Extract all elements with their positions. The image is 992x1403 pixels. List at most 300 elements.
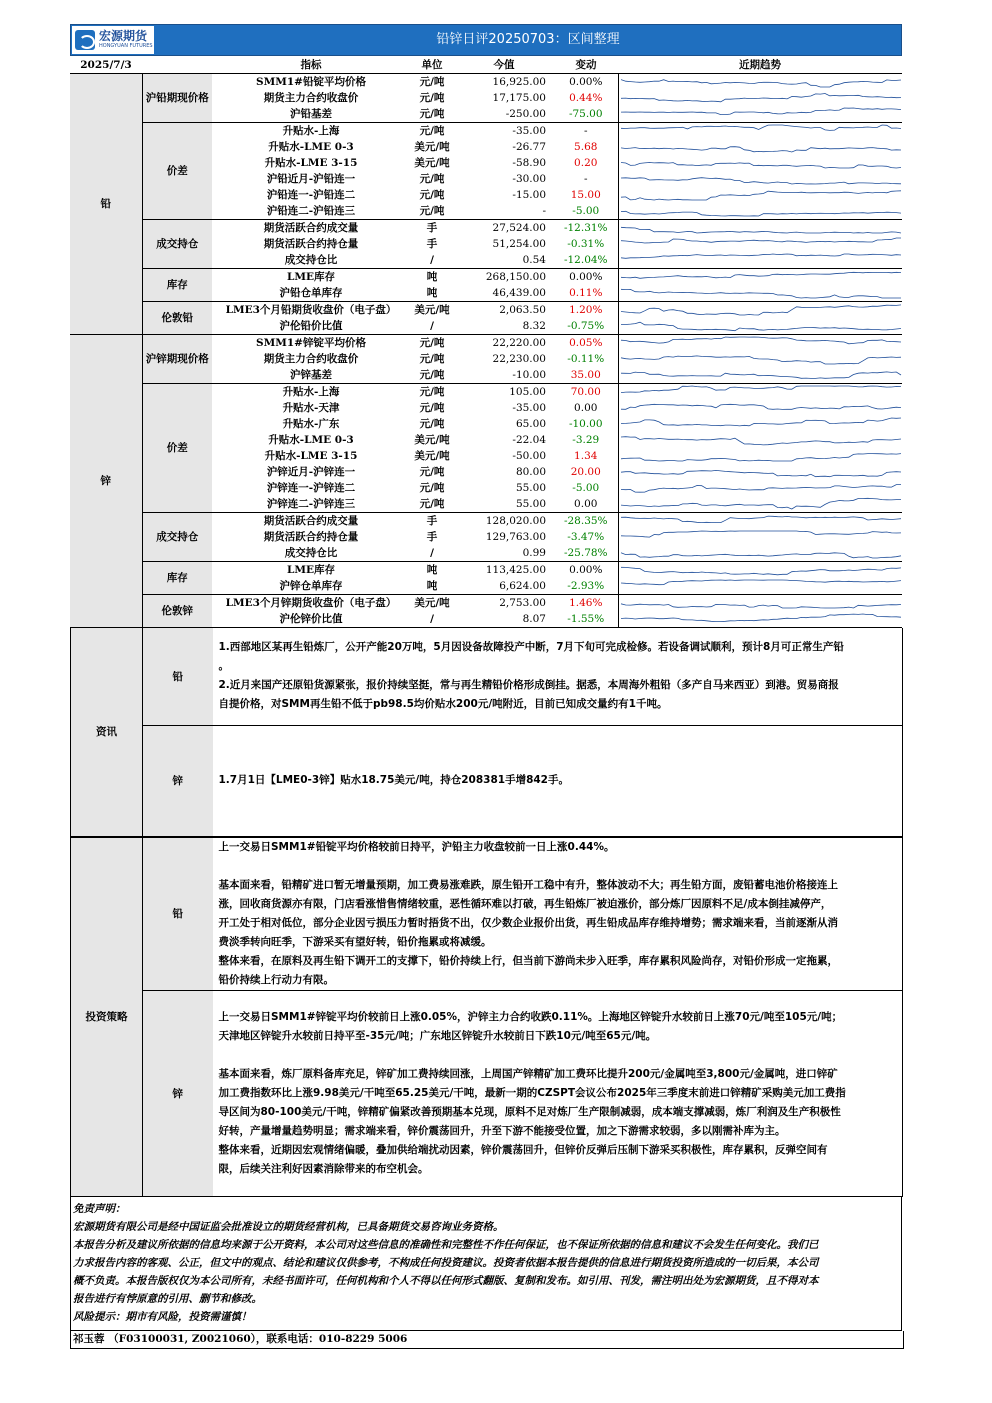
value-cell: 22,230.00	[492, 352, 546, 365]
indicator-name: 成交持仓比	[212, 545, 410, 562]
text-line: 本报告分析及建议所依据的信息均来源于公开资料，本公司对这些信息的准确性和完整性不作任何保证，也不保证所依据的信息和建议不会发生任何变化。我们已	[73, 1238, 819, 1251]
indicator-name: LME库存	[286, 563, 335, 576]
table-row	[70, 123, 902, 140]
text-line: 整体来看，在原料及再生铅下调开工的支撑下，铅价持续上行，但当前下游尚未步入旺季，库存累积风险尚存，对铅价形成一定拖累，	[218, 954, 838, 967]
sparkline-path	[621, 227, 901, 233]
trend-sparkline	[618, 203, 902, 220]
indicator-name: 沪伦铅价比值	[212, 318, 410, 335]
news-label: 资讯	[71, 628, 143, 836]
trend-sparkline	[618, 448, 902, 464]
news-lead-label: 铅	[143, 628, 213, 725]
trend-sparkline	[618, 139, 902, 155]
report-banner	[70, 24, 902, 56]
company-logo	[72, 26, 154, 54]
change-cell: 0.05%	[569, 336, 603, 349]
unit-cell: 美元/吨	[414, 596, 450, 609]
text-line	[219, 1046, 897, 1065]
value-cell: -250.00	[454, 106, 554, 123]
value-cell: 51,254.00	[492, 237, 546, 250]
disclaimer	[70, 1197, 902, 1331]
sparkline-svg	[619, 611, 903, 627]
unit-cell: 元/吨	[419, 336, 445, 349]
value-cell: -30.00	[512, 172, 546, 185]
sparkline-path	[621, 191, 901, 200]
trend-sparkline	[618, 74, 902, 91]
sparkline-path	[621, 272, 901, 278]
indicator-name: 升贴水-LME 0-3	[268, 433, 354, 446]
group-label: 伦敦锌	[142, 595, 212, 628]
col-change: 变动	[554, 58, 618, 74]
table-row	[70, 302, 902, 319]
group-label: 库存	[142, 562, 212, 595]
unit-cell: 元/吨	[410, 367, 454, 384]
trend-sparkline	[618, 432, 902, 448]
trend-sparkline	[618, 367, 902, 384]
indicator-name: 期货活跃合约持仓量	[263, 530, 359, 543]
sparkline-svg	[619, 400, 903, 416]
value-cell: 22,220.00	[492, 336, 546, 349]
change-cell: -0.11%	[567, 352, 605, 365]
unit-cell: /	[410, 611, 454, 628]
change-cell: 1.20%	[569, 303, 603, 316]
unit-cell: 元/吨	[419, 481, 445, 494]
change-cell: 15.00	[570, 188, 601, 201]
sparkline-svg	[619, 74, 903, 90]
sparkline-path	[621, 147, 901, 152]
sparkline-svg	[619, 513, 903, 529]
table-row	[70, 335, 902, 352]
text-line: 好转，产量增量趋势明显；需求端来看，锌价震荡回升，升至下游不能接受位置，加之下游需求较弱，多以刚需补库为主。	[218, 1124, 786, 1137]
sparkline-path	[621, 337, 901, 344]
group-label: 库存	[142, 269, 212, 302]
text-line: 宏源期货有限公司是经中国证监会批准设立的期货经营机构，已具备期货交易咨询业务资格。	[73, 1220, 504, 1233]
sparkline-svg	[619, 448, 903, 464]
text-line: 上一交易日SMM1#锌锭平均价较前日上涨0.05%，沪锌主力合约收跌0.11%。上海地区锌锭升水较前日上涨70元/吨至105元/吨；	[218, 1010, 843, 1023]
sparkline-svg	[619, 155, 903, 171]
change-cell: 5.68	[574, 140, 598, 153]
sparkline-path	[621, 211, 901, 216]
indicator-name: 沪锌近月-沪锌连一	[266, 465, 356, 478]
indicator-name: 沪铅连二-沪铅连三	[212, 203, 410, 220]
unit-cell: 元/吨	[419, 124, 445, 137]
sparkline-svg	[619, 302, 903, 318]
text-line: 加工费指数环比上涨9.98美元/干吨至65.25美元/干吨，最新一期的CZSPT会议公布2025年三季度末前进口锌精矿采购美元加工费指	[218, 1086, 846, 1099]
sparkline-path	[621, 531, 901, 537]
sparkline-svg	[619, 351, 903, 367]
table-row	[70, 595, 902, 612]
value-cell: 6,624.00	[454, 578, 554, 595]
sparkline-svg	[619, 139, 903, 155]
news-lead-text	[213, 628, 903, 725]
unit-cell: 元/吨	[410, 203, 454, 220]
value-cell: 17,175.00	[492, 91, 546, 104]
trend-sparkline	[618, 236, 902, 252]
indicator-name: 期货活跃合约成交量	[263, 514, 359, 527]
sparkline-svg	[619, 432, 903, 448]
value-cell: 0.99	[454, 545, 554, 562]
unit-cell: 元/吨	[419, 401, 445, 414]
text-line: 上一交易日SMM1#铅锭平均价格较前日持平，沪铅主力收盘较前一日上涨0.44%。	[218, 840, 615, 853]
value-cell: 65.00	[515, 417, 546, 430]
trend-sparkline	[618, 269, 902, 286]
text-line: 1.7月1日【LME0-3锌】贴水18.75美元/吨，持仓208381手增842手。	[218, 774, 569, 786]
change-cell: -12.04%	[554, 252, 618, 269]
sparkline-svg	[619, 220, 903, 236]
indicator-name: SMM1#锌锭平均价格	[256, 336, 366, 349]
trend-sparkline	[618, 416, 902, 432]
value-cell: 55.00	[454, 496, 554, 513]
sparkline-path	[621, 178, 901, 184]
text-line: 1.西部地区某再生铅炼厂，公开产能20万吨，5月因设备故障投产中断，7月下旬可完成检修。若设备调试顺利，预计8月可正常生产铅	[218, 641, 844, 654]
sparkline-path	[621, 437, 901, 445]
change-cell: -	[583, 124, 588, 137]
sparkline-path	[621, 94, 901, 102]
indicator-name: 升贴水-LME 3-15	[264, 449, 358, 462]
col-trend: 近期趋势	[618, 58, 902, 74]
indicator-name: 升贴水-LME 3-15	[264, 156, 358, 169]
value-cell: 2,753.00	[499, 596, 546, 609]
value-cell: 2,063.50	[499, 303, 546, 316]
unit-cell: 美元/吨	[414, 449, 450, 462]
unit-cell: 美元/吨	[414, 433, 450, 446]
unit-cell: 吨	[426, 563, 438, 576]
trend-sparkline	[618, 384, 902, 401]
trend-sparkline	[618, 106, 902, 123]
change-cell: -0.31%	[567, 237, 605, 250]
value-cell: 16,925.00	[492, 75, 546, 88]
indicator-name: 沪铅近月-沪铅连一	[266, 172, 356, 185]
unit-cell: 美元/吨	[414, 303, 450, 316]
table-row	[70, 269, 902, 286]
change-cell: 0.00%	[569, 563, 603, 576]
change-cell: -25.78%	[554, 545, 618, 562]
text-line: 涨，回收商货源亦有限，门店看涨惜售情绪较重，恶性循环难以打破，再生铅炼厂被迫涨价，部分炼厂因原料不足/成本倒挂减停产，	[218, 897, 832, 910]
sparkline-path	[621, 516, 901, 523]
trend-sparkline	[618, 171, 902, 187]
unit-cell: 元/吨	[419, 385, 445, 398]
indicator-name: SMM1#铅锭平均价格	[256, 75, 366, 88]
value-cell: 8.07	[454, 611, 554, 628]
value-cell: -58.90	[512, 156, 546, 169]
sparkline-path	[621, 418, 901, 426]
unit-cell: 手	[426, 237, 438, 250]
value-cell: 105.00	[509, 385, 546, 398]
text-line: 天津地区锌锭升水较前日持平至-35元/吨；广东地区锌锭升水较前日下跌10元/吨至65元/吨。	[218, 1029, 657, 1042]
trend-sparkline	[618, 513, 902, 530]
trend-sparkline	[618, 562, 902, 579]
text-line: 概不负责。本报告版权仅为本公司所有，未经书面许可，任何机构和个人不得以任何形式翻版、复制和发布。如引用、刊发，需注明出处为宏源期货，且不得对本	[73, 1274, 819, 1287]
sparkline-svg	[619, 269, 903, 285]
sparkline-path	[621, 80, 901, 87]
sparkline-svg	[619, 318, 903, 334]
news-table	[70, 628, 903, 837]
sparkline-path	[621, 498, 901, 509]
trend-sparkline	[618, 480, 902, 496]
indicator-name: LME3个月锌期货收盘价（电子盘）	[225, 596, 397, 609]
indicator-name: 期货主力合约收盘价	[263, 91, 359, 104]
group-label: 成交持仓	[142, 513, 212, 562]
unit-cell: /	[410, 252, 454, 269]
text-line: 基本面来看，炼厂原料备库充足，锌矿加工费持续回涨，上周国产锌精矿加工费环比提升200元/金属吨至3,800元/金属吨，进口锌矿	[218, 1067, 838, 1080]
unit-cell: /	[410, 545, 454, 562]
table-row	[70, 220, 902, 237]
strategy-zinc-label: 锌	[143, 990, 213, 1196]
value-cell: 27,524.00	[492, 221, 546, 234]
sparkline-svg	[619, 335, 903, 351]
text-line: 开工处于相对低位，部分企业因亏损压力暂时捂货不出，仅少数企业报价出货，再生铅成品库存维持增势；需求端来看，当前逐渐从消	[218, 916, 838, 929]
value-cell: -22.04	[512, 433, 546, 446]
unit-cell: 元/吨	[410, 496, 454, 513]
table-body	[70, 74, 902, 628]
indicator-name: 沪铅仓单库存	[212, 285, 410, 302]
trend-sparkline	[618, 123, 902, 140]
change-cell: -3.47%	[567, 530, 605, 543]
unit-cell: 元/吨	[419, 188, 445, 201]
sparkline-svg	[619, 367, 903, 383]
indicator-name: 沪铅连一-沪铅连二	[266, 188, 356, 201]
group-label: 沪铅期现价格	[142, 74, 212, 123]
indicator-name: 沪锌连一-沪锌连二	[266, 481, 356, 494]
sparkline-svg	[619, 106, 903, 122]
trend-sparkline	[618, 335, 902, 352]
change-cell: 0.00%	[569, 270, 603, 283]
indicator-name: 升贴水-广东	[282, 417, 340, 430]
change-cell: -28.35%	[563, 514, 608, 527]
change-cell: 70.00	[570, 385, 601, 398]
change-cell: 0.11%	[554, 285, 618, 302]
change-cell: -10.00	[568, 417, 603, 430]
unit-cell: 元/吨	[419, 417, 445, 430]
change-cell: 1.34	[574, 449, 598, 462]
unit-cell: 吨	[410, 578, 454, 595]
news-zinc-text	[213, 725, 903, 836]
indicator-name: 沪锌基差	[212, 367, 410, 384]
indicator-name: 升贴水-天津	[282, 401, 340, 414]
unit-cell: 吨	[410, 285, 454, 302]
sparkline-svg	[619, 187, 903, 203]
group-label: 价差	[142, 123, 212, 220]
sparkline-svg	[619, 545, 903, 561]
table-row	[70, 513, 902, 530]
trend-sparkline	[618, 595, 902, 612]
value-cell: -10.00	[454, 367, 554, 384]
value-cell: -26.77	[512, 140, 546, 153]
unit-cell: 吨	[426, 270, 438, 283]
sparkline-svg	[619, 595, 903, 611]
sparkline-svg	[619, 562, 903, 578]
sparkline-svg	[619, 171, 903, 187]
zinc-section-label: 锌	[70, 335, 142, 628]
change-cell: -12.31%	[563, 221, 608, 234]
indicator-name: 成交持仓比	[212, 252, 410, 269]
sparkline-svg	[619, 252, 903, 268]
unit-cell: 元/吨	[419, 172, 445, 185]
value-cell: -	[454, 203, 554, 220]
change-cell: -0.75%	[554, 318, 618, 335]
logo-icon	[75, 30, 95, 50]
sparkline-path	[621, 322, 901, 331]
indicator-name: 沪伦锌价比值	[212, 611, 410, 628]
table-row	[70, 384, 902, 401]
unit-cell: 元/吨	[410, 106, 454, 123]
sparkline-path	[621, 454, 901, 461]
report-date: 2025/7/3	[70, 58, 142, 74]
sparkline-svg	[619, 578, 903, 594]
change-cell: -75.00	[554, 106, 618, 123]
unit-cell: 元/吨	[419, 352, 445, 365]
sparkline-svg	[619, 529, 903, 545]
sparkline-path	[621, 289, 901, 298]
change-cell: 0.20	[574, 156, 598, 169]
sparkline-svg	[619, 123, 903, 139]
indicator-name: 沪铅基差	[212, 106, 410, 123]
sparkline-path	[621, 614, 901, 622]
news-zinc-label: 锌	[143, 725, 213, 836]
change-cell: 0.00%	[569, 75, 603, 88]
indicator-name: LME3个月铅期货收盘价（电子盘）	[225, 303, 397, 316]
sparkline-svg	[619, 203, 903, 219]
text-line: 力求报告内容的客观、公正，但文中的观点、结论和建议仅供参考，不构成任何投资建议。投资者依据本报告提供的信息进行期货投资所造成的一切后果，本公司	[73, 1256, 819, 1269]
change-cell: 35.00	[554, 367, 618, 384]
text-line: 费淡季转向旺季，下游采买有望好转，铅价拖累或将减缓。	[218, 935, 492, 948]
value-cell: -50.00	[512, 449, 546, 462]
table-row	[70, 74, 902, 91]
change-cell: 0.44%	[569, 91, 603, 104]
text-line: 铅价持续上行动力有限。	[218, 973, 334, 986]
sparkline-svg	[619, 480, 903, 496]
unit-cell: 手	[426, 221, 438, 234]
sparkline-path	[621, 404, 901, 409]
text-line: 。	[218, 660, 229, 673]
sparkline-svg	[619, 90, 903, 106]
table-row	[70, 562, 902, 579]
trend-sparkline	[618, 578, 902, 595]
table-header-row	[70, 58, 902, 74]
trend-sparkline	[618, 351, 902, 367]
strategy-table	[70, 837, 903, 1197]
value-cell: -35.00	[512, 401, 546, 414]
value-cell: 129,763.00	[485, 530, 546, 543]
change-cell: -2.93%	[554, 578, 618, 595]
trend-sparkline	[618, 302, 902, 319]
data-table	[70, 58, 902, 628]
sparkline-path	[621, 238, 901, 243]
unit-cell: 美元/吨	[414, 140, 450, 153]
value-cell: 80.00	[515, 465, 546, 478]
report-page	[70, 24, 902, 1349]
trend-sparkline	[618, 464, 902, 480]
sparkline-svg	[619, 285, 903, 301]
unit-cell: 元/吨	[419, 75, 445, 88]
report-title: 铅锌日评20250703：区间整理	[436, 32, 620, 47]
sparkline-path	[621, 567, 901, 575]
change-cell: -5.00	[572, 481, 600, 494]
value-cell: 268,150.00	[485, 270, 546, 283]
change-cell: -1.55%	[554, 611, 618, 628]
text-line	[219, 857, 897, 876]
strategy-lead-text	[213, 837, 903, 990]
sparkline-path	[621, 580, 901, 585]
text-line: 免责声明：	[73, 1202, 126, 1215]
col-value: 今值	[454, 58, 554, 74]
unit-cell: 手	[426, 530, 438, 543]
unit-cell: 美元/吨	[414, 156, 450, 169]
sparkline-path	[621, 108, 901, 115]
trend-sparkline	[618, 545, 902, 562]
group-label: 伦敦铅	[142, 302, 212, 335]
logo-name-en: HONGYUAN FUTURES	[99, 43, 153, 49]
change-cell: -5.00	[554, 203, 618, 220]
indicator-name: 期货活跃合约持仓量	[263, 237, 359, 250]
sparkline-svg	[619, 384, 903, 400]
trend-sparkline	[618, 400, 902, 416]
trend-sparkline	[618, 285, 902, 302]
value-cell: 8.32	[454, 318, 554, 335]
indicator-name: 沪锌仓单库存	[212, 578, 410, 595]
lead-section-label: 铅	[70, 74, 142, 335]
value-cell: 128,020.00	[485, 514, 546, 527]
trend-sparkline	[618, 611, 902, 628]
analyst-contact: 祁玉蓉 （F03100031, Z0021060），联系电话：010-8229 5006	[70, 1331, 904, 1349]
value-cell: -15.00	[512, 188, 546, 201]
sparkline-path	[621, 254, 901, 258]
sparkline-path	[621, 356, 901, 364]
unit-cell: /	[410, 318, 454, 335]
trend-sparkline	[618, 90, 902, 106]
indicator-name: 期货主力合约收盘价	[263, 352, 359, 365]
sparkline-path	[621, 305, 901, 315]
sparkline-svg	[619, 416, 903, 432]
sparkline-path	[621, 386, 901, 393]
change-cell: 0.00	[574, 401, 598, 414]
sparkline-svg	[619, 236, 903, 252]
text-line: 限，后续关注利好因素消除带来的布空机会。	[218, 1162, 429, 1175]
text-line: 报告进行有悖原意的引用、删节和修改。	[73, 1292, 262, 1305]
sparkline-path	[621, 125, 901, 130]
sparkline-path	[621, 372, 901, 379]
trend-sparkline	[618, 496, 902, 513]
value-cell: 113,425.00	[485, 563, 546, 576]
change-cell: -3.29	[572, 433, 600, 446]
logo-name: 宏源期货	[99, 29, 148, 43]
text-line: 风险提示：期市有风险，投资需谨慎！	[73, 1310, 252, 1323]
sparkline-path	[621, 470, 901, 476]
unit-cell: 元/吨	[419, 465, 445, 478]
sparkline-svg	[619, 464, 903, 480]
trend-sparkline	[618, 155, 902, 171]
text-line: 整体来看，近期因宏观情绪偏暖，叠加供给端扰动因素，锌价震荡回升，但锌价反弹后压制下游采买积极性，库存累积，反弹空间有	[218, 1143, 828, 1156]
sparkline-path	[621, 485, 901, 493]
value-cell: 0.54	[454, 252, 554, 269]
value-cell: 55.00	[515, 481, 546, 494]
change-cell: 0.00	[554, 496, 618, 513]
text-line: 导区间为80-100美元/干吨，锌精矿偏紧改善预期基本兑现，原料不足对炼厂生产限制减弱，成本端支撑减弱，炼厂利润及生产积极性	[218, 1105, 841, 1118]
indicator-name: LME库存	[286, 270, 335, 283]
group-label: 沪锌期现价格	[142, 335, 212, 384]
text-line: 2.近月来国产还原铅货源紧张，报价持续坚挺，常与再生精铅价格形成倒挂。据悉，本周海外粗铅（多产自马来西亚）到港。贸易商报	[218, 679, 839, 692]
col-unit: 单位	[410, 58, 454, 74]
trend-sparkline	[618, 318, 902, 335]
change-cell: 20.00	[570, 465, 601, 478]
trend-sparkline	[618, 252, 902, 269]
indicator-name: 升贴水-LME 0-3	[268, 140, 354, 153]
trend-sparkline	[618, 529, 902, 545]
trend-sparkline	[618, 220, 902, 237]
indicator-name: 期货活跃合约成交量	[263, 221, 359, 234]
trend-sparkline	[618, 187, 902, 203]
text-line: 基本面来看，铅精矿进口暂无增量预期，加工费易涨难跌，原生铅开工稳中有升，整体波动不大；再生铅方面，废铅蓄电池价格接连上	[218, 878, 838, 891]
unit-cell: 手	[426, 514, 438, 527]
